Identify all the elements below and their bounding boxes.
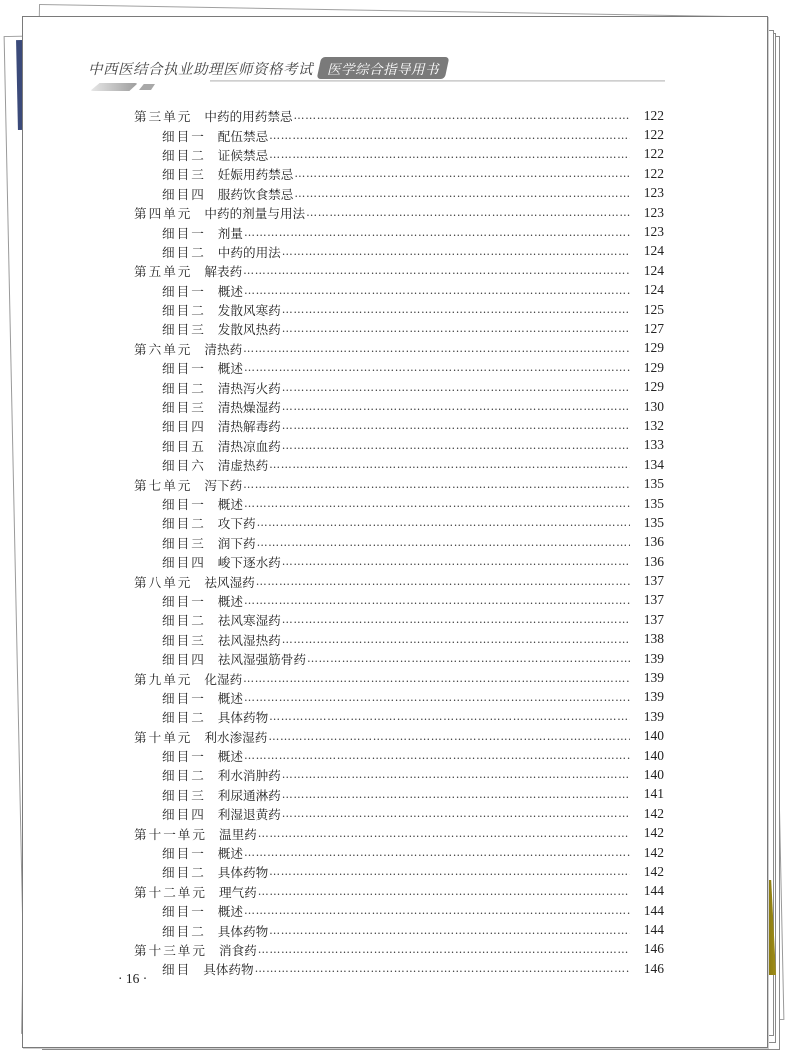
toc-entry-number: 细目二 (162, 613, 206, 629)
toc-entry-title: 清热泻火药 (217, 380, 281, 396)
toc-subitem-entry[interactable] (134, 455, 664, 474)
toc-entry-number: 细目四 (162, 555, 206, 571)
toc-entry-title: 清热解毒药 (217, 419, 281, 435)
toc-subitem-entry[interactable] (134, 281, 664, 300)
dot-leader (269, 707, 630, 726)
toc-entry-number: 第十二单元 (134, 884, 207, 900)
book-badge (317, 57, 450, 79)
toc-entry-number: 细目三 (162, 632, 206, 648)
toc-entry-page: 134 (643, 456, 664, 472)
toc-entry-page: 139 (643, 650, 664, 666)
toc-subitem-entry[interactable] (134, 164, 664, 183)
toc-entry-label (162, 959, 255, 978)
dot-leader (244, 591, 630, 610)
toc-unit-entry[interactable] (134, 203, 664, 222)
toc-entry-title: 清热药 (204, 341, 243, 357)
dot-leader (282, 397, 630, 416)
toc-entry-label (162, 707, 269, 726)
toc-subitem-entry[interactable] (134, 843, 664, 862)
toc-subitem-entry[interactable] (134, 862, 664, 881)
toc-entry-label (162, 319, 282, 338)
toc-entry-number: 细目二 (162, 923, 206, 939)
toc-entry-label (162, 223, 244, 242)
dot-leader (258, 882, 630, 901)
toc-entry-title: 发散风热药 (217, 322, 281, 338)
toc-entry-label (162, 378, 282, 397)
toc-unit-entry[interactable] (134, 668, 664, 687)
dot-leader (306, 203, 630, 222)
toc-entry-title: 具体药物 (217, 923, 269, 939)
toc-entry-number: 第五单元 (134, 264, 193, 280)
toc-unit-entry[interactable] (134, 571, 664, 590)
toc-entry-page: 129 (643, 359, 664, 375)
toc-entry-page: 122 (643, 165, 664, 181)
toc-entry-label (162, 397, 282, 416)
toc-entry-page: 127 (643, 320, 664, 336)
toc-entry-label (162, 649, 307, 668)
toc-entry-title: 剂量 (217, 225, 243, 241)
toc-entry-number: 细目四 (162, 419, 206, 435)
toc-entry-page: 142 (643, 805, 664, 821)
toc-entry-number: 第十一单元 (134, 826, 207, 842)
toc-entry-title: 概述 (217, 593, 243, 609)
toc-entry-number: 细目一 (162, 593, 206, 609)
toc-entry-page: 137 (643, 592, 664, 608)
toc-subitem-entry[interactable] (134, 804, 664, 823)
dot-leader (244, 746, 630, 765)
toc-entry-label (162, 765, 282, 784)
dot-leader (294, 184, 630, 203)
header-divider (210, 80, 665, 82)
toc-entry-title: 温里药 (218, 826, 257, 842)
toc-entry-page: 135 (643, 495, 664, 511)
toc-entry-number: 细目一 (162, 846, 206, 862)
toc-entry-label (162, 630, 282, 649)
dot-leader (244, 843, 630, 862)
toc-entry-title: 概述 (217, 283, 243, 299)
toc-entry-title: 概述 (217, 749, 243, 765)
toc-subitem-entry[interactable] (134, 688, 664, 707)
dot-leader (282, 765, 630, 784)
toc-entry-label (134, 339, 243, 358)
toc-entry-label (162, 533, 257, 552)
toc-entry-page: 135 (643, 514, 664, 530)
dot-leader (269, 921, 630, 940)
toc-entry-title: 理气药 (218, 884, 257, 900)
toc-entry-title: 利尿通淋药 (217, 787, 281, 803)
toc-entry-title: 中药的用药禁忌 (204, 109, 293, 125)
running-header (88, 56, 447, 80)
toc-entry-page: 133 (643, 437, 664, 453)
toc-entry-number: 细目一 (162, 128, 206, 144)
toc-entry-title: 清热凉血药 (217, 438, 281, 454)
toc-entry-label (134, 940, 258, 959)
toc-subitem-entry[interactable] (134, 416, 664, 435)
toc-entry-label (134, 261, 243, 280)
toc-entry-title: 化湿药 (204, 671, 243, 687)
toc-entry-label (162, 416, 282, 435)
toc-entry-number: 细目一 (162, 904, 206, 920)
toc-entry-page: 122 (643, 107, 664, 123)
toc-entry-title: 概述 (217, 690, 243, 706)
dot-leader (282, 319, 630, 338)
toc-subitem-entry[interactable] (134, 377, 664, 396)
toc-entry-number: 细目二 (162, 768, 206, 784)
toc-subitem-entry[interactable] (134, 125, 664, 144)
toc-entry-title: 泻下药 (204, 477, 243, 493)
toc-entry-label (162, 436, 282, 455)
toc-entry-title: 祛风湿热药 (217, 632, 281, 648)
toc-entry-number: 第十三单元 (134, 942, 207, 958)
toc-entry-number: 第三单元 (134, 109, 193, 125)
toc-unit-entry[interactable] (134, 940, 664, 959)
dot-leader (282, 630, 630, 649)
toc-subitem-entry[interactable] (134, 494, 664, 513)
toc-entry-number: 细目一 (162, 225, 206, 241)
toc-entry-title: 祛风寒湿药 (217, 613, 281, 629)
dot-leader (255, 959, 630, 978)
toc-entry-label (162, 843, 244, 862)
toc-entry-label (162, 164, 294, 183)
dot-leader (243, 339, 630, 358)
toc-entry-title: 配伍禁忌 (217, 128, 269, 144)
dot-leader (282, 242, 630, 261)
toc-entry-page: 130 (643, 398, 664, 414)
toc-subitem-entry[interactable] (134, 785, 664, 804)
toc-entry-number: 细目四 (162, 186, 206, 202)
toc-entry-number: 细目二 (162, 710, 206, 726)
dot-leader (269, 126, 630, 145)
dot-leader (256, 572, 630, 591)
toc-subitem-entry[interactable] (134, 959, 664, 978)
toc-entry-label (162, 591, 244, 610)
toc-entry-number: 细目一 (162, 497, 206, 512)
dot-leader (269, 455, 630, 474)
toc-entry-page: 123 (643, 224, 664, 240)
toc-entry-page: 146 (643, 960, 664, 976)
toc-entry-title: 概述 (217, 497, 243, 512)
toc-entry-number: 细目六 (162, 458, 206, 474)
toc-entry-title: 解表药 (204, 264, 243, 280)
toc-entry-page: 146 (643, 941, 664, 957)
toc-entry-number: 细目三 (162, 400, 206, 416)
toc-entry-page: 132 (643, 417, 664, 433)
dot-leader (257, 513, 630, 532)
toc-subitem-entry[interactable] (134, 649, 664, 668)
toc-entry-title: 概述 (217, 361, 243, 377)
book-badge-label: 医学综合指导用书 (327, 62, 439, 78)
dot-leader (244, 281, 630, 300)
toc-subitem-entry[interactable] (134, 184, 664, 203)
toc-entry-number: 细目四 (162, 807, 206, 823)
toc-subitem-entry[interactable] (134, 222, 664, 241)
toc-unit-entry[interactable] (134, 727, 664, 746)
toc-entry-page: 142 (643, 863, 664, 879)
toc-entry-label (162, 126, 269, 145)
dot-leader (257, 533, 630, 552)
toc-subitem-entry[interactable] (134, 242, 664, 261)
toc-entry-page: 122 (643, 127, 664, 143)
dot-leader (282, 785, 630, 804)
toc-entry-number: 细目二 (162, 380, 206, 396)
toc-entry-label (162, 281, 244, 300)
toc-entry-title: 利湿退黄药 (217, 807, 281, 823)
toc-entry-number: 细目五 (162, 438, 206, 454)
toc-entry-label (162, 358, 244, 377)
dot-leader (282, 416, 630, 435)
toc-subitem-entry[interactable] (134, 513, 664, 532)
toc-subitem-entry[interactable] (134, 630, 664, 649)
toc-entry-title: 清虚热药 (217, 458, 269, 474)
toc-entry-label (134, 475, 243, 494)
toc-entry-title: 利水消肿药 (217, 768, 281, 784)
toc-entry-page: 124 (643, 243, 664, 259)
toc-unit-entry[interactable] (134, 882, 664, 901)
toc-entry-label (162, 242, 282, 261)
toc-entry-page: 140 (643, 728, 664, 744)
toc-entry-title: 具体药物 (217, 710, 269, 726)
toc-entry-label (134, 106, 294, 125)
toc-entry-number: 细目一 (162, 690, 206, 706)
toc-entry-title: 证候禁忌 (217, 147, 269, 163)
toc-entry-page: 129 (643, 379, 664, 395)
toc-entry-title: 清热燥湿药 (217, 400, 281, 416)
toc-entry-page: 136 (643, 534, 664, 550)
toc-entry-title: 中药的用法 (217, 244, 281, 260)
toc-entry-label (134, 572, 256, 591)
toc-entry-number: 细目 (162, 962, 192, 978)
toc-entry-title: 发散风寒药 (217, 303, 281, 319)
toc-entry-label (162, 901, 244, 920)
toc-entry-number: 细目三 (162, 322, 206, 338)
toc-entry-page: 139 (643, 689, 664, 705)
toc-entry-title: 中药的剂量与用法 (204, 206, 306, 222)
dot-leader (258, 824, 630, 843)
toc-subitem-entry[interactable] (134, 436, 664, 455)
toc-subitem-entry[interactable] (134, 746, 664, 765)
toc-entry-number: 第十单元 (134, 729, 193, 745)
toc-entry-label (162, 921, 269, 940)
toc-entry-label (162, 494, 244, 513)
toc-entry-page: 122 (643, 146, 664, 162)
toc-entry-label (162, 804, 282, 823)
toc-entry-number: 细目一 (162, 283, 206, 299)
toc-entry-title: 概述 (217, 846, 243, 862)
dot-leader (268, 727, 630, 746)
toc-entry-page: 124 (643, 262, 664, 278)
toc-subitem-entry[interactable] (134, 319, 664, 338)
toc-entry-page: 140 (643, 766, 664, 782)
toc-entry-label (162, 184, 294, 203)
toc-unit-entry[interactable] (134, 823, 664, 842)
toc-entry-page: 142 (643, 844, 664, 860)
toc-entry-label (162, 513, 257, 532)
toc-entry-number: 细目四 (162, 652, 206, 668)
toc-entry-title: 妊娠用药禁忌 (217, 167, 294, 183)
toc-entry-number: 细目一 (162, 749, 206, 765)
toc-subitem-entry[interactable] (134, 145, 664, 164)
toc-entry-label (162, 145, 269, 164)
toc-entry-page: 144 (643, 902, 664, 918)
dot-leader (244, 494, 630, 513)
toc-entry-number: 第七单元 (134, 477, 193, 493)
toc-entry-label (134, 203, 306, 222)
toc-entry-label (134, 669, 243, 688)
dot-leader (294, 106, 630, 125)
dot-leader (244, 901, 630, 920)
toc-entry-page: 136 (643, 553, 664, 569)
toc-entry-number: 细目二 (162, 147, 206, 163)
dot-leader (244, 358, 630, 377)
toc-entry-number: 细目二 (162, 303, 206, 319)
toc-entry-page: 139 (643, 708, 664, 724)
toc-entry-page: 142 (643, 825, 664, 841)
toc-unit-entry[interactable] (134, 339, 664, 358)
toc-unit-entry[interactable] (134, 261, 664, 280)
toc-entry-title: 消食药 (218, 942, 257, 958)
toc-entry-page: 129 (643, 340, 664, 356)
dot-leader (244, 223, 630, 242)
toc-subitem-entry[interactable] (134, 552, 664, 571)
toc-entry-label (162, 610, 282, 629)
toc-entry-page: 124 (643, 282, 664, 298)
dot-leader (307, 649, 630, 668)
toc-entry-label (162, 552, 282, 571)
toc-entry-page: 137 (643, 611, 664, 627)
toc-entry-number: 第八单元 (134, 574, 193, 590)
toc-entry-number: 细目一 (162, 361, 206, 377)
toc-entry-title: 祛风湿药 (204, 574, 255, 590)
toc-unit-entry[interactable] (134, 106, 664, 125)
toc-entry-page: 139 (643, 670, 664, 686)
dot-leader (282, 610, 630, 629)
toc-entry-page: 144 (643, 883, 664, 899)
dot-leader (269, 862, 630, 881)
toc-subitem-entry[interactable] (134, 707, 664, 726)
toc-entry-label (162, 862, 269, 881)
toc-subitem-entry[interactable] (134, 591, 664, 610)
toc-subitem-entry[interactable] (134, 533, 664, 552)
toc-entry-page: 137 (643, 573, 664, 589)
toc-entry-label (134, 727, 268, 746)
table-of-contents (134, 106, 664, 979)
dot-leader (282, 300, 630, 319)
dot-leader (282, 436, 630, 455)
book-title: 中西医结合执业助理医师资格考试 (88, 61, 313, 78)
toc-entry-number: 细目三 (162, 787, 206, 803)
toc-subitem-entry[interactable] (134, 300, 664, 319)
toc-entry-title: 祛风湿强筋骨药 (217, 652, 306, 668)
dot-leader (282, 804, 630, 823)
toc-subitem-entry[interactable] (134, 610, 664, 629)
toc-entry-label (162, 688, 244, 707)
toc-entry-number: 细目二 (162, 244, 206, 260)
toc-entry-label (162, 746, 244, 765)
toc-entry-page: 135 (643, 476, 664, 492)
toc-entry-page: 123 (643, 204, 664, 220)
toc-entry-page: 138 (643, 631, 664, 647)
toc-subitem-entry[interactable] (134, 901, 664, 920)
dot-leader (258, 940, 630, 959)
toc-subitem-entry[interactable] (134, 397, 664, 416)
dot-leader (243, 261, 630, 280)
toc-entry-number: 第九单元 (134, 671, 193, 687)
toc-entry-label (162, 455, 269, 474)
toc-entry-page: 123 (643, 185, 664, 201)
dot-leader (282, 552, 630, 571)
toc-entry-title: 概述 (217, 904, 243, 920)
toc-entry-page: 144 (643, 922, 664, 938)
toc-entry-page: 125 (643, 301, 664, 317)
toc-entry-title: 服药饮食禁忌 (217, 186, 294, 202)
toc-subitem-entry[interactable] (134, 920, 664, 939)
toc-entry-title: 峻下逐水药 (217, 555, 281, 571)
toc-subitem-entry[interactable] (134, 765, 664, 784)
toc-entry-title: 润下药 (217, 535, 256, 551)
toc-entry-page: 140 (643, 747, 664, 763)
dot-leader (282, 378, 630, 397)
toc-entry-label (162, 300, 282, 319)
toc-subitem-entry[interactable] (134, 358, 664, 377)
toc-entry-title: 利水渗湿药 (204, 729, 268, 745)
toc-entry-number: 细目二 (162, 865, 206, 881)
toc-entry-page: 141 (643, 786, 664, 802)
toc-entry-number: 第四单元 (134, 206, 193, 222)
toc-entry-number: 细目三 (162, 167, 206, 183)
toc-entry-label (162, 785, 282, 804)
toc-entry-label (134, 882, 258, 901)
dot-leader (294, 164, 630, 183)
page-number: · 16 · (118, 971, 148, 986)
dot-leader (244, 688, 630, 707)
toc-entry-number: 细目二 (162, 516, 206, 532)
toc-entry-title: 攻下药 (217, 516, 256, 532)
dot-leader (243, 669, 630, 688)
toc-entry-title: 具体药物 (217, 865, 269, 881)
toc-entry-title: 具体药物 (203, 962, 254, 978)
toc-entry-number: 细目三 (162, 535, 206, 551)
toc-entry-label (134, 824, 258, 843)
toc-entry-number: 第六单元 (134, 341, 193, 357)
dot-leader (243, 475, 630, 494)
dot-leader (269, 145, 630, 164)
toc-unit-entry[interactable] (134, 474, 664, 493)
